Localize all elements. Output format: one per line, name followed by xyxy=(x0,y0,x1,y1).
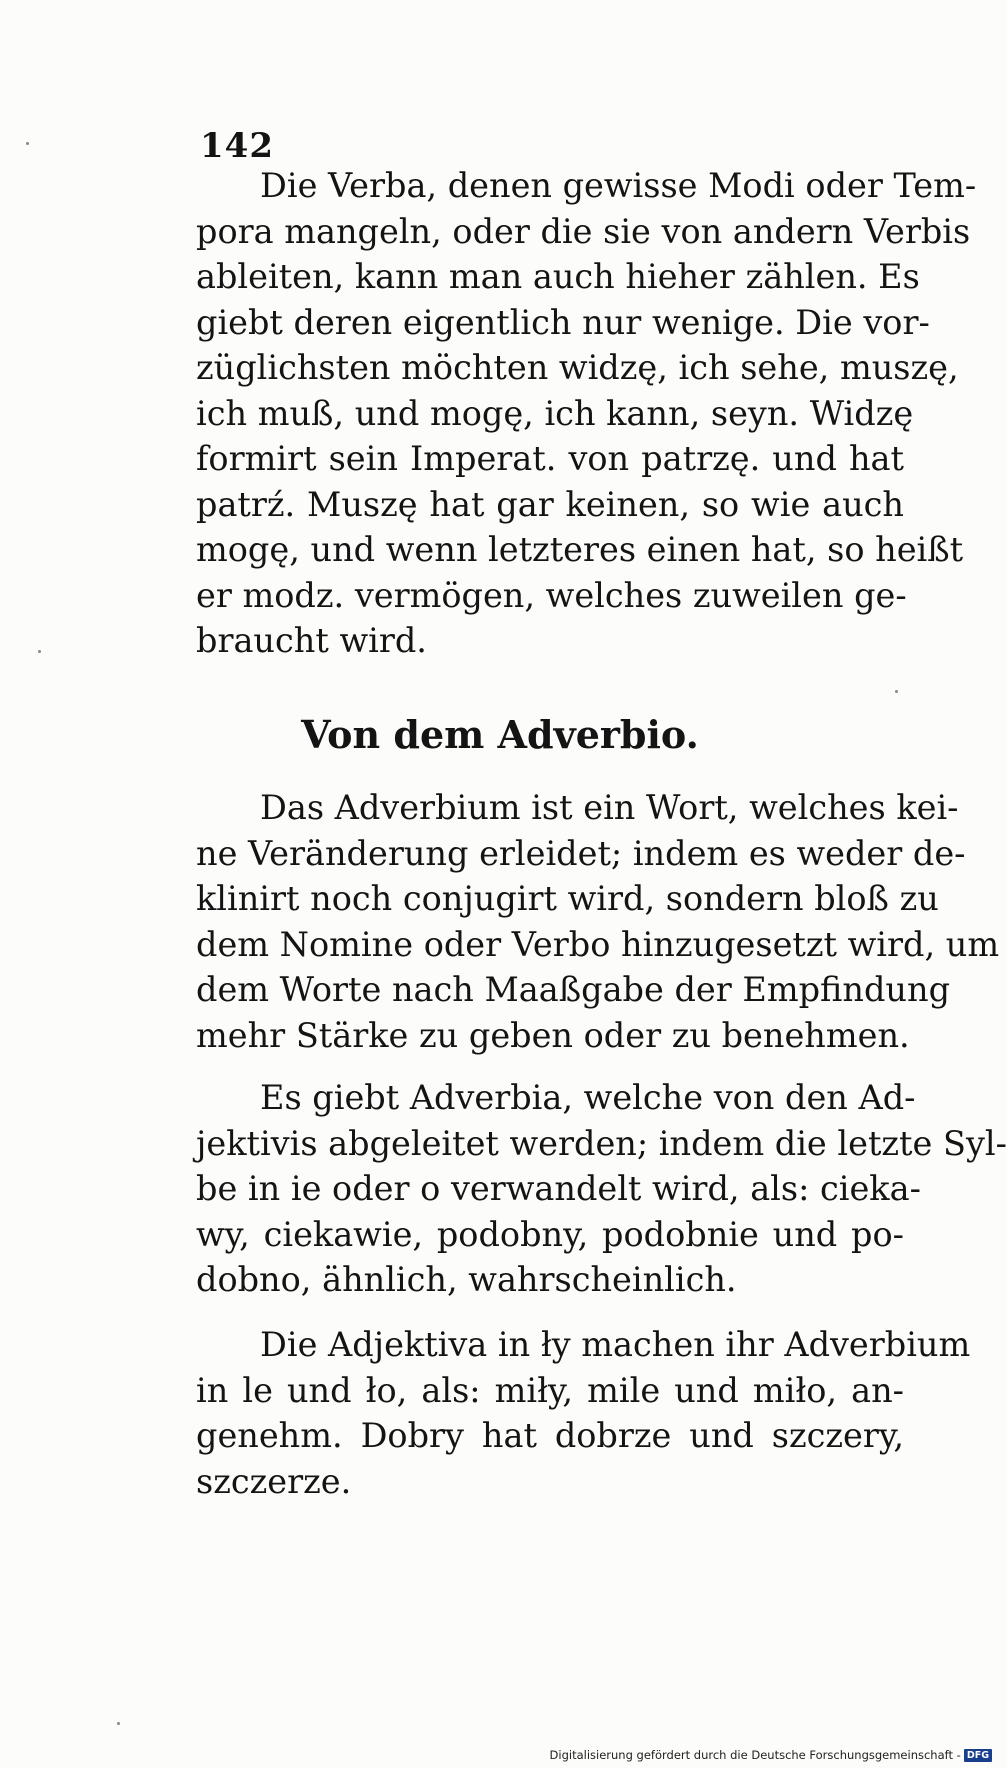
text-line: ne Veränderung erleidet; indem es weder de- xyxy=(196,833,966,873)
text-line: Es giebt Adverbia, welche von den Ad- xyxy=(260,1078,916,1117)
dfg-logo-icon: DFG xyxy=(964,1749,992,1762)
text-line: dem Nomine oder Verbo hinzugesetzt wird, um xyxy=(196,924,1000,964)
text-line: Die Verba, denen gewisse Modi oder Tem- xyxy=(260,166,977,205)
text-line: ich muß, und mogę, ich kann, seyn. Widzę xyxy=(196,393,914,433)
text-line: in le und ło, als: miły, mile und miło, an- xyxy=(196,1370,904,1410)
scan-speck xyxy=(38,650,41,653)
paragraph-adjektiva xyxy=(196,1322,971,1504)
text-line: dobno, ähnlich, wahrscheinlich. xyxy=(196,1260,737,1299)
text-line: züglichsten möchten widzę, ich sehe, muszę, xyxy=(196,348,959,387)
text-line: klinirt noch conjugirt wird, sondern bloß zu xyxy=(196,879,939,918)
text-line: genehm. Dobry hat dobrze und szczery, xyxy=(196,1416,904,1455)
scan-speck xyxy=(895,690,898,693)
footer-text: Digitalisierung gefördert durch die Deutsche Forschungsgemeinschaft - xyxy=(549,1748,961,1762)
scan-speck xyxy=(26,142,29,145)
digitization-footer xyxy=(550,1748,992,1762)
section-heading: Von dem Adverbio. xyxy=(301,712,699,757)
paragraph-adverbium xyxy=(196,785,1000,1058)
text-line: ableiten, kann man auch hieher zählen. Es xyxy=(196,257,920,296)
text-line: wy, ciekawie, podobny, podobnie und po- xyxy=(196,1214,904,1254)
text-line: pora mangeln, oder die sie von andern Verbis xyxy=(196,211,971,251)
text-line: szczerze. xyxy=(196,1461,352,1501)
text-line: Das Adverbium ist ein Wort, welches kei- xyxy=(260,788,959,827)
text-line: patrź. Muszę hat gar keinen, so wie auch xyxy=(196,484,904,524)
text-line: be in ie oder o verwandelt wird, als: cieka- xyxy=(196,1169,921,1208)
text-line: mehr Stärke zu geben oder zu benehmen. xyxy=(196,1015,910,1055)
page-number: 142 xyxy=(200,126,274,166)
text-line: giebt deren eigentlich nur wenige. Die vor- xyxy=(196,302,930,342)
text-line: formirt sein Imperat. von patrzę. und hat xyxy=(196,439,904,478)
text-line: jektivis abgeleitet werden; indem die letzte Syl- xyxy=(196,1123,1007,1163)
paragraph-verba xyxy=(196,163,977,664)
text-line: Die Adjektiva in ły machen ihr Adverbium xyxy=(260,1325,971,1364)
text-line: dem Worte nach Maaßgabe der Empfindung xyxy=(196,970,951,1009)
text-line: braucht wird. xyxy=(196,621,427,660)
scan-speck xyxy=(117,1722,120,1725)
text-line: er modz. vermögen, welches zuweilen ge- xyxy=(196,575,907,615)
text-line: mogę, und wenn letzteres einen hat, so heißt xyxy=(196,530,964,569)
paragraph-adjektivis xyxy=(196,1075,1007,1303)
